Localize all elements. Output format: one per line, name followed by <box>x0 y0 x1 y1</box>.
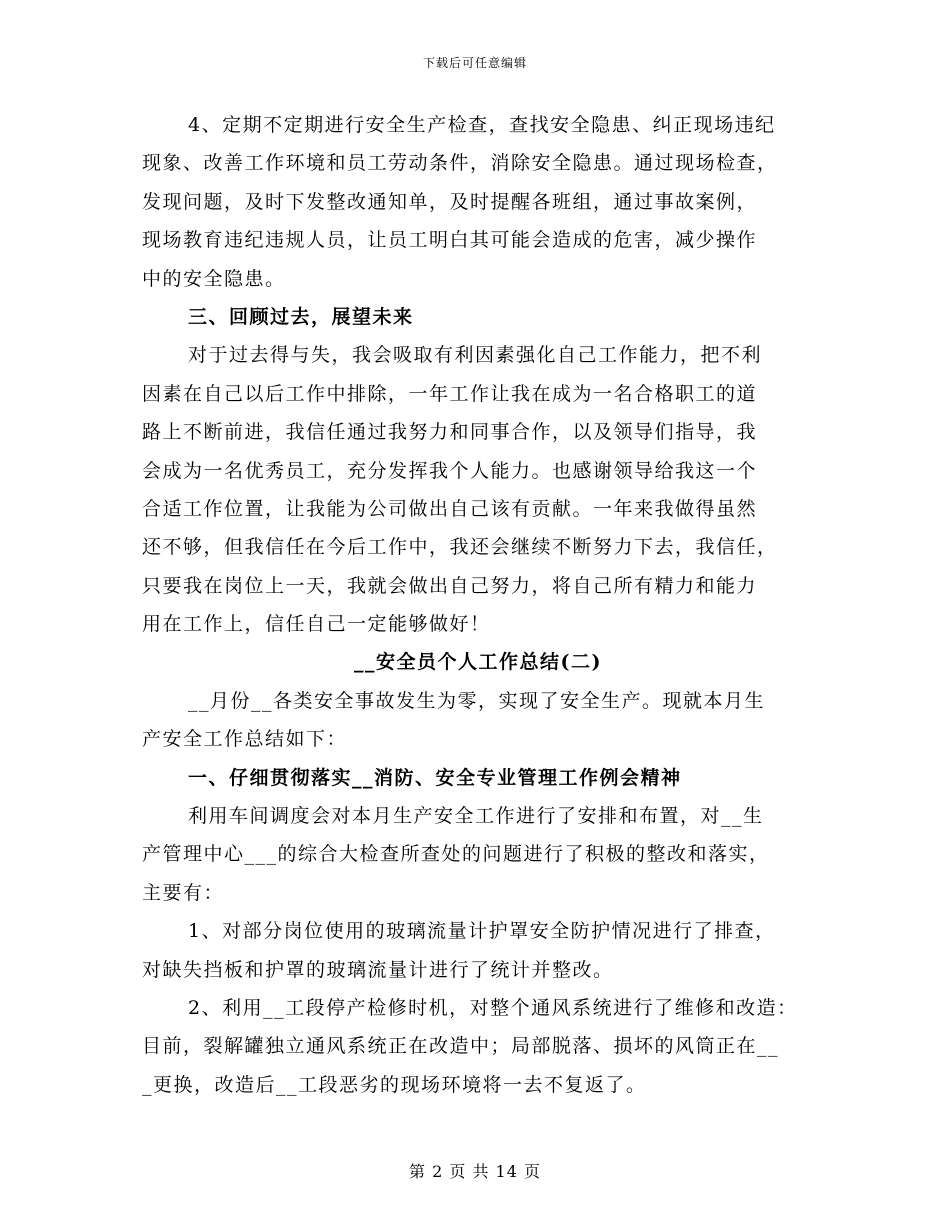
paragraph-line: 产管理中心___的综合大检查所查处的问题进行了积极的整改和落实， <box>142 843 770 866</box>
paragraph-line: 现象、改善工作环境和员工劳动条件，消除安全隐患。通过现场检查， <box>142 152 778 175</box>
paragraph-line: 因素在自己以后工作中排除，一年工作让我在成为一名合格职工的道 <box>142 382 758 405</box>
paragraph-line: 1、对部分岗位使用的玻璃流量计护罩安全防护情况进行了排查， <box>188 920 776 943</box>
section-heading: 三、回顾过去，展望未来 <box>188 305 414 328</box>
paragraph-line: 产安全工作总结如下： <box>142 728 348 751</box>
paragraph-line: 主要有： <box>142 881 225 904</box>
paragraph-line: _更换，改造后__工段恶劣的现场环境将一去不复返了。 <box>142 1073 647 1096</box>
paragraph-line: 路上不断前进，我信任通过我努力和同事合作，以及领导们指导，我 <box>142 421 758 444</box>
paragraph-line: 还不够，但我信任在今后工作中，我还会继续不断努力下去，我信任， <box>142 536 778 559</box>
paragraph-line: 对于过去得与失，我会吸取有利因素强化自己工作能力，把不利 <box>188 344 763 367</box>
paragraph-line: 现场教育违纪违规人员，让员工明白其可能会造成的危害，减少操作 <box>142 229 758 252</box>
document-body <box>142 106 814 1104</box>
paragraph-line: 中的安全隐患。 <box>142 267 286 290</box>
paragraph-line: 对缺失挡板和护罩的玻璃流量计进行了统计并整改。 <box>142 958 614 981</box>
page-header: 下载后可任意编辑 <box>422 56 527 70</box>
paragraph-line: 2、利用__工段停产检修时机，对整个通风系统进行了维修和改造： <box>188 996 798 1019</box>
paragraph-line: 利用车间调度会对本月生产安全工作进行了安排和布置，对__生 <box>188 805 764 828</box>
paragraph-line: 会成为一名优秀员工，充分发挥我个人能力。也感谢领导给我这一个 <box>142 459 758 482</box>
section-heading: 一、仔细贯彻落实__消防、安全专业管理工作例会精神 <box>188 766 682 789</box>
paragraph-line: 目前，裂解罐独立通风系统正在改造中；局部脱落、损坏的风筒正在__ <box>142 1035 780 1058</box>
paragraph-line: 合适工作位置，让我能为公司做出自己该有贡献。一年来我做得虽然 <box>142 497 758 520</box>
paragraph-line: 4、定期不定期进行安全生产检查，查找安全隐患、纠正现场违纪 <box>188 114 776 136</box>
paragraph-line: 发现问题，及时下发整改通知单，及时提醒各班组，通过事故案例， <box>142 190 758 213</box>
paragraph-line: 用在工作上，信任自己一定能够做好！ <box>142 613 491 636</box>
section-title: __安全员个人工作总结(二) <box>354 651 602 674</box>
page-footer: 第 2 页 共 14 页 <box>409 1162 541 1181</box>
paragraph-line: 只要我在岗位上一天，我就会做出自己努力，将自己所有精力和能力 <box>142 574 758 597</box>
paragraph-line: __月份__各类安全事故发生为零，实现了安全生产。现就本月生 <box>188 689 766 712</box>
